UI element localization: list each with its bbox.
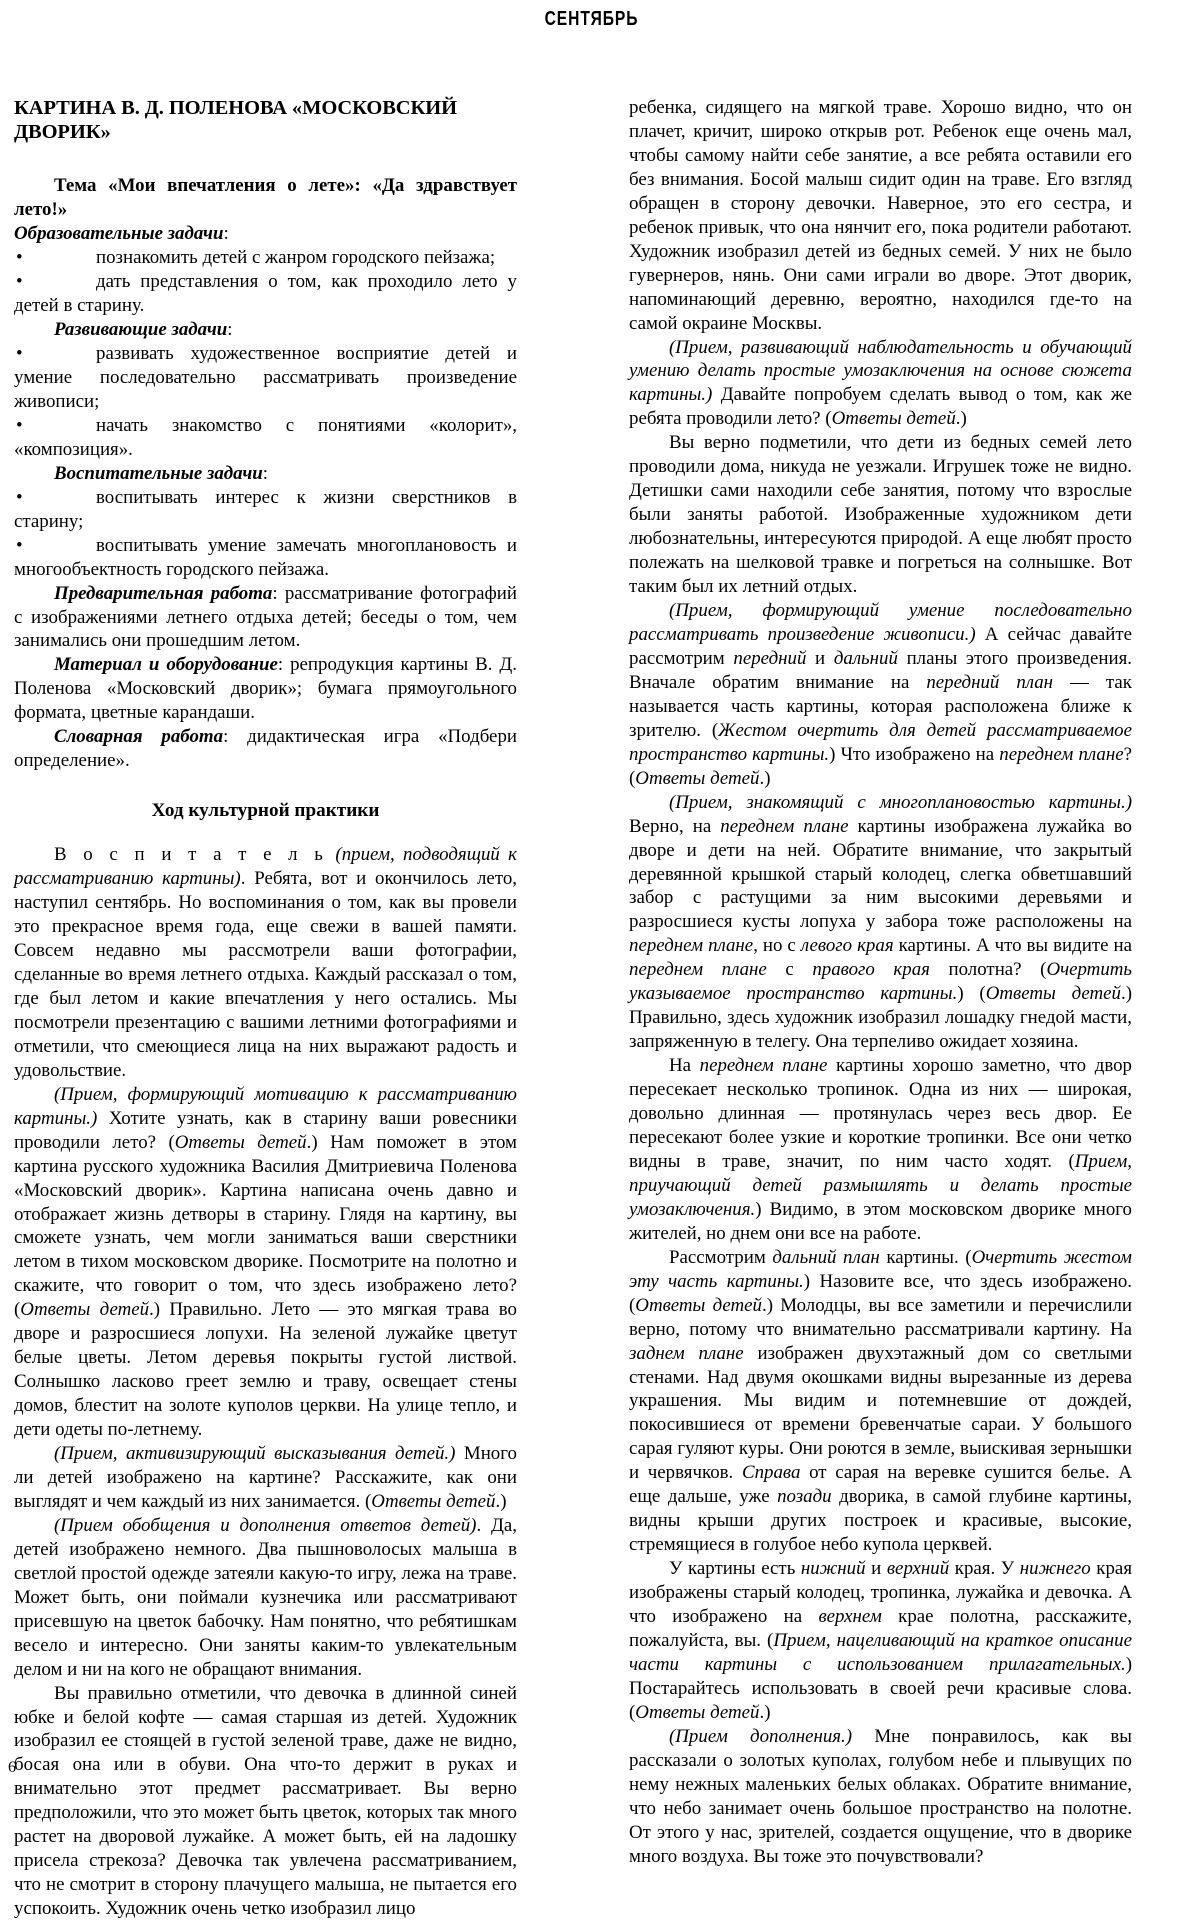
list-item-text: дать представления о том, как проходило лето у детей в старину. xyxy=(14,271,517,317)
paragraph-teacher-intro xyxy=(14,843,517,1083)
list-item-text: воспитывать умение замечать многоплановость и многообъектность городского пейзажа. xyxy=(14,534,517,580)
method-cue: (Прием, формирующий мотивацию к рассматриванию картины.) xyxy=(14,1083,517,1129)
theme-label: Тема «Мои впечатления о лете»: «Да здравствует лето!» xyxy=(14,175,517,221)
page-title: КАРТИНА В. Д. ПОЛЕНОВА «МОСКОВСКИЙ ДВОРИК» xyxy=(14,97,457,144)
list-item-text: воспитывать интерес к жизни сверстников в старину; xyxy=(14,486,517,532)
list-item xyxy=(14,486,517,534)
term-foreground: переднем плане xyxy=(720,815,849,837)
paragraph-text: . Ребята, вот и окончилось лето, наступил сентябрь. Но воспоминания о том, как вы провели это прекрасное время года, еще свежи в вашей памяти. Совсем недавно мы рассмотрели ваши фотографии, сделанные во время летнего отдыха. Каждый рассказал о том, где был летом и какие впечатления у него остались. Мы посмотрели презентацию с вашими летними фотографиями и отметили, что смеющиеся лица на них выражают радость и удовольствие. xyxy=(14,868,517,1081)
method-cue: Прием, приучающий детей размышлять и делать простые умозаключения. xyxy=(629,1150,1132,1220)
list-item xyxy=(14,270,517,318)
paragraph-poor-families: Вы верно подметили, что дети из бедных семей лето проводили дома, никуда не уезжали. Игрушек тоже не видно. Детишки сами находили себе занятия, потому что взрослые были заняты работой. Изображенные художником дети любознательны, интересуются природой. А еще любят просто полежать на шелковой травке и погреться на солнышке. Вот таким был их летний отдых. xyxy=(629,432,1132,598)
term-behind: позади xyxy=(777,1486,832,1508)
list-item xyxy=(14,342,517,414)
paragraph-text: ? ( xyxy=(629,743,1132,789)
paragraph-girl-description: Вы правильно отметили, что девочка в длинной синей юбке и белой кофте — самая старшая из детей. Художник изобразил ее стоящей в густой зеленой траве, даже не видно, босая она или в обуви. Она что-то держит в руках и внимательно этот предмет рассматривает. Вы верно предположили, что это может быть цветок, которых так много растет на дворовой лужайке. А может быть, ей на ладошку присела стрекоза? Девочка так увлечена рассматриванием, что не смотрит в сторону плачущего малыша, не пытается его успокоить. Художник очень четко изобразил лицо xyxy=(14,1682,517,1920)
paragraph-motivation xyxy=(14,1083,517,1442)
material-text: : репродукция картины В. Д. Поленова «Московский дворик»; бумага прямоугольного формата, цветные карандаши. xyxy=(14,654,517,724)
paragraph-text: .) xyxy=(759,767,771,789)
paragraph-text: картины хорошо заметно, что двор пересекает несколько тропинок. Одна из них — широкая, довольно длинная — протянулась через весь двор. Ее пересекают более узкие и короткие тропинки. Все они четко видны в траве, значит, по ним часто ходят. ( xyxy=(629,1055,1132,1172)
paragraph-multiplanarity xyxy=(629,791,1132,1054)
paragraph-text: . Да, детей изображено немного. Два пышноволосых малыша в светлой простой одежде затеяли какую-то игру, лежа на траве. Может быть, они поймали кузнечика или рассматривают присевшую на цветок бабочку. Нам понятно, что ребятишкам весело и интересно. Они заняты каким-то увлекательным делом и ни на кого не обращают внимания. xyxy=(14,1514,517,1680)
term-background: заднем плане xyxy=(629,1342,744,1364)
paragraph-text: Рассмотрим xyxy=(669,1246,773,1268)
paragraph-paths xyxy=(629,1054,1132,1246)
paragraph-text: с xyxy=(766,959,813,981)
speaker-label: В о с п и т а т е л ь xyxy=(54,844,328,866)
list-item xyxy=(14,534,517,582)
paragraph-child-continuation: ребенка, сидящего на мягкой траве. Хорошо видно, что он плачет, кричит, широко открыв рот. Ребенок еще очень мал, чтобы самому найти себе занятие, а все ребята оставили его без внимания. Босой малыш сидит один на траве. Его взгляд обращен в сторону девочки. Наверное, это его сестра, и ребенок привык, что она нянчит его, пока родители работают. Художник изобразил детей из бедных семей. У них не было гувернеров, нянь. Они сами играли во дворе. Этот дворик, напоминающий деревню, вероятно, находился где-то на самой окраине Москвы. xyxy=(629,97,1132,334)
paragraph-observation-cue xyxy=(629,336,1132,432)
page-number: 6 xyxy=(8,1759,16,1776)
paragraph-text: изображен двухэтажный дом со светлыми стенами. Над двумя окошками видны вырезанные из дерева украшения. Мы видим и потемневшие от дождей, покосившиеся от времени бревенчатые сараи. У большого сарая гуляют куры. Они роются в земле, выискивая зернышки и червячков. xyxy=(629,1342,1132,1484)
paragraph-text: .) xyxy=(955,408,967,430)
paragraph-text: от сарая на веревке сушится белье. А еще дальше, уже xyxy=(629,1462,1132,1508)
list-item-text: начать знакомство с понятиями «колорит», «композиция». xyxy=(14,414,517,460)
term-lower-edge: нижнего xyxy=(1019,1558,1091,1580)
bullet-icon: • xyxy=(16,247,23,269)
term-foreground: переднем плане xyxy=(629,959,767,981)
method-cue: (прием, подводящий к рассматриванию картины) xyxy=(14,844,517,890)
children-answers-cue: Ответы детей xyxy=(831,408,956,430)
paragraph-addition xyxy=(629,1725,1132,1869)
method-cue: (Прием, знакомящий с многоплановостью картины.) xyxy=(669,791,1132,813)
paragraph-summarizing xyxy=(14,1514,517,1682)
paragraph-text: Хотите узнать, как в старину ваши ровесники проводили лето? ( xyxy=(14,1107,517,1153)
method-cue: (Прием, активизирующий высказывания детей.) xyxy=(54,1443,456,1465)
term-foreground: переднем плане xyxy=(999,743,1124,765)
children-answers-cue: Ответы детей xyxy=(635,1701,760,1723)
educating-tasks-heading: Воспитательные задачи: xyxy=(54,462,269,484)
list-item-text: развивать художественное восприятие детей и умение последовательно рассматривать произведение живописи; xyxy=(14,343,517,412)
term-foreground: передний xyxy=(733,647,807,669)
paragraph-activating xyxy=(14,1442,517,1514)
paragraph-text: картины. ( xyxy=(879,1246,972,1268)
vocabulary-text: : дидактическая игра «Подбери определение». xyxy=(14,726,517,772)
paragraph-text: ) Постарайтесь использовать в своей речи красивые слова. ( xyxy=(629,1653,1132,1723)
paragraph-text: Верно, на xyxy=(629,815,721,837)
paragraph-text: .) Правильно. Лето — это мягкая трава во дворе и разросшиеся лопухи. На зеленой лужайке цветут белые цветы. Летом деревья покрыты густой листвой. Солнышко ласково греет землю и траву, освещает стены домов, блестит на золоте куполов церкви. На улице тепло, и дети одеты по-летнему. xyxy=(14,1299,517,1441)
paragraph-text: У картины есть xyxy=(669,1558,801,1580)
term-right-edge: правого края xyxy=(812,959,930,981)
paragraph-text: Много ли детей изображено на картине? Расскажите, как они выглядят и чем каждый из них занимается. ( xyxy=(14,1443,517,1512)
column-left xyxy=(14,96,517,1921)
educating-tasks-label: Воспитательные задачи xyxy=(54,462,263,484)
bullet-icon: • xyxy=(16,534,23,556)
paragraph-text: , но с xyxy=(753,935,801,957)
bullet-icon: • xyxy=(16,414,23,436)
bullet-icon: • xyxy=(16,343,23,365)
developing-tasks-heading: Развивающие задачи: xyxy=(54,319,233,341)
term-upper-edge: верхнем xyxy=(818,1606,882,1628)
method-cue: (Прием дополнения.) xyxy=(669,1725,853,1747)
paragraph-text: .) Правильно, здесь художник изобразил лошадку гнедой масти, запряженную в телегу. Она терпеливо ожидает хозяина. xyxy=(629,983,1132,1053)
paragraph-text: края. У xyxy=(949,1558,1020,1580)
children-answers-cue: Ответы детей xyxy=(985,983,1121,1005)
paragraph-text: .) Молодцы, вы все заметили и перечислили верно, потому что внимательно рассматривали картину. На xyxy=(629,1294,1132,1340)
children-answers-cue: Ответы детей xyxy=(635,1294,762,1316)
paragraph-text: .) xyxy=(495,1490,507,1512)
list-item xyxy=(14,414,517,462)
paragraph-text: А сейчас давайте рассмотрим xyxy=(629,623,1132,669)
educational-tasks-heading: Образовательные задачи: xyxy=(14,223,229,245)
term-right-side: Справа xyxy=(741,1462,801,1484)
paragraph-text: — так называется часть картины, которая расположена ближе к зрителю. ( xyxy=(629,671,1132,741)
method-cue: (Прием обобщения и дополнения ответов детей) xyxy=(54,1514,477,1536)
column-right xyxy=(629,96,1132,1869)
paragraph-text: ) Видимо, в этом московском дворике много жителей, но днем они все на работе. xyxy=(629,1198,1132,1244)
vocabulary-paragraph xyxy=(14,725,517,773)
term-foreground: переднем плане xyxy=(699,1055,828,1077)
educational-tasks-label: Образовательные задачи xyxy=(14,223,224,245)
two-column-body xyxy=(14,96,1169,1920)
term-foreground: передний план xyxy=(926,671,1054,693)
paragraph-edges xyxy=(629,1557,1132,1725)
theme-line xyxy=(14,174,517,222)
children-answers-cue: Ответы детей xyxy=(635,767,760,789)
paragraph-text: полотна? ( xyxy=(929,959,1047,981)
section-heading-course: Ход культурной практики xyxy=(151,800,380,822)
paragraph-text: и xyxy=(806,647,834,669)
method-cue: Очертить жестом эту часть картины. xyxy=(629,1246,1132,1292)
paragraph-text: ) Назовите все, что здесь изображено. ( xyxy=(629,1270,1132,1316)
running-head: СЕНТЯБРЬ xyxy=(544,8,639,30)
method-cue: Жестом очертить для детей рассматриваемое пространство картины. xyxy=(629,719,1132,765)
method-cue: (Прием, развивающий наблюдательность и обучающий умению делать простые умозаключения на основе сюжета картины.) xyxy=(629,336,1132,406)
paragraph-text: ) ( xyxy=(957,983,986,1005)
method-cue: (Прием, формирующий умение последовательно рассматривать произведение живописи.) xyxy=(629,600,1132,645)
term-background: дальний план xyxy=(772,1246,880,1268)
paragraph-text: картины. А что вы видите на xyxy=(893,935,1132,957)
method-cue: Прием, нацеливающий на краткое описание части картины с использованием прилагательных. xyxy=(629,1630,1132,1675)
children-answers-cue: Ответы детей xyxy=(174,1131,307,1153)
developing-tasks-label: Развивающие задачи xyxy=(54,319,228,341)
paragraph-text: дворика, в самой глубине картины, видны крыши других построек и красивые, высокие, стремящиеся в голубое небо купола церквей. xyxy=(629,1486,1132,1556)
paragraph-text: и xyxy=(865,1558,887,1580)
material-label: Материал и оборудование xyxy=(54,654,278,676)
paragraph-background-plan xyxy=(629,1246,1132,1557)
prep-work-paragraph xyxy=(14,582,517,654)
children-answers-cue: Ответы детей xyxy=(371,1490,496,1512)
term-background: дальний xyxy=(833,647,898,669)
prep-work-text: : рассматривание фотографий с изображениями летнего отдыха детей; беседы о том, чем занимались они прошедшим летом. xyxy=(14,582,517,652)
term-left-edge: левого края xyxy=(800,935,894,957)
term-lower-edge: нижний xyxy=(800,1558,866,1580)
method-cue: Очертить указываемое пространство картины. xyxy=(629,959,1132,1005)
paragraph-text: планы этого произведения. Вначале обратим внимание на xyxy=(629,647,1132,693)
material-paragraph xyxy=(14,653,517,725)
children-answers-cue: Ответы детей xyxy=(20,1299,150,1321)
bullet-icon: • xyxy=(16,486,23,508)
paragraph-text: .) Нам поможет в этом картина русского художника Василия Дмитриевича Поленова «Московский дворик». Картина написана очень давно и отображает жизнь детворы в старину. Глядя на картину, вы сможете узнать, чем могли заниматься ваши сверстники летом в тихом московском дворике. Посмотрите на полотно и скажите, что говорит о том, что здесь изображено лето? ( xyxy=(14,1131,517,1321)
paragraph-text: ) Что изображено на xyxy=(829,743,1000,765)
paragraph-text: картины изображена лужайка во дворе и дети на ней. Обратите внимание, что закрытый деревянной крышкой старый колодец, слегка обветшавший забор с растущими за ним высокими деревьями и разросшиеся кусты лопуха у забора тоже расположены на xyxy=(629,815,1132,933)
bullet-icon: • xyxy=(16,271,23,293)
paragraph-text: .) xyxy=(759,1701,771,1723)
vocabulary-label: Словарная работа xyxy=(54,726,224,748)
paragraph-text: На xyxy=(669,1055,700,1077)
paragraph-planes-intro xyxy=(629,599,1132,791)
paragraph-text: крае полотна, расскажите, пожалуйста, вы. ( xyxy=(629,1606,1132,1651)
term-foreground: переднем плане xyxy=(629,935,754,957)
paragraph-text: Мне понравилось, как вы рассказали о золотых куполах, голубом небе и плывущих по нему нежных маленьких белых облаках. Обратите внимание, что небо занимает очень большое пространство на полотне. От этого у нас, зрителей, создается ощущение, что в дворике много воздуха. Вы тоже это почувствовали? xyxy=(629,1725,1133,1867)
paragraph-text: Давайте попробуем сделать вывод о том, как же ребята проводили лето? ( xyxy=(629,384,1132,430)
list-item-text: познакомить детей с жанром городского пейзажа; xyxy=(96,247,496,269)
paragraph-text: края изображены старый колодец, тропинка, лужайка и девочка. А что изображено на xyxy=(629,1558,1133,1628)
prep-work-label: Предварительная работа xyxy=(54,582,273,604)
list-item xyxy=(14,246,517,270)
term-upper-edge: верхний xyxy=(886,1558,950,1580)
